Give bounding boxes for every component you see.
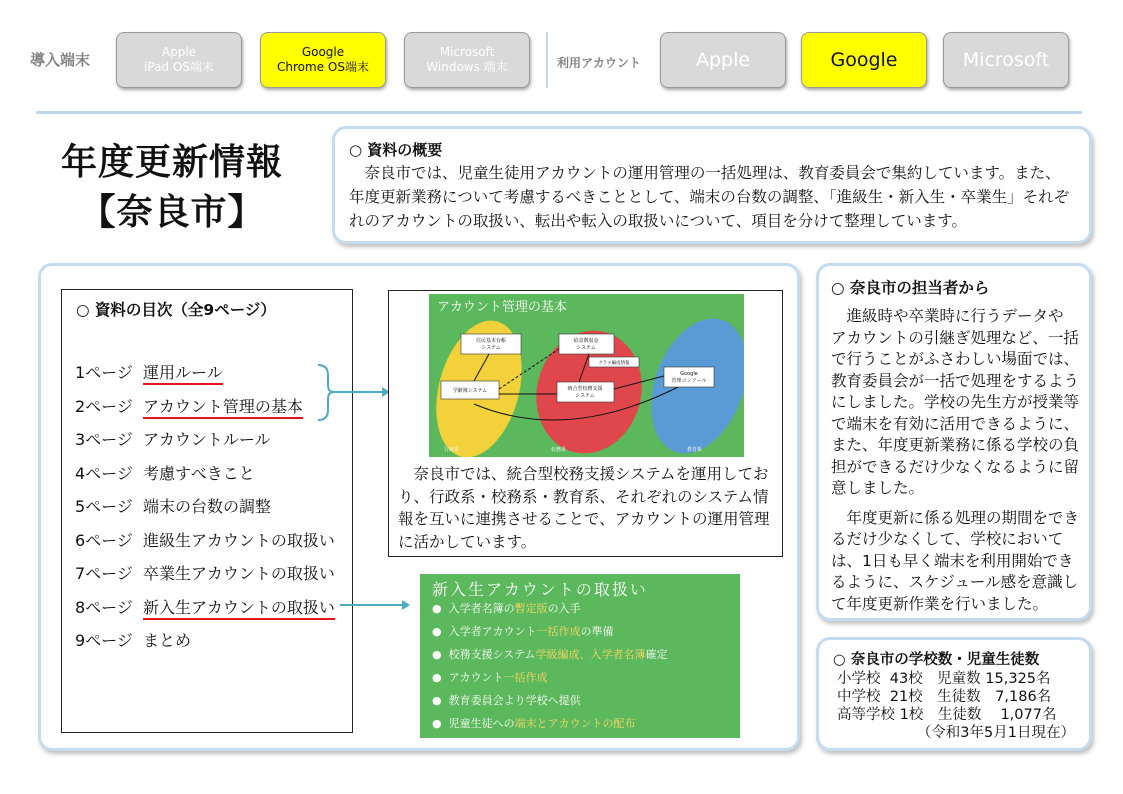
toc-title: アカウントルール — [143, 430, 271, 449]
newstudent-item-3: ● 校務支援システム学級編成、入学者名簿確定 — [432, 648, 668, 661]
newstudent-item-highlight: 端末とアカウントの配布 — [514, 717, 636, 730]
node-kyushoku-l1: 給食徴収金 — [573, 338, 599, 344]
newstudent-item-pre: 入学者名簿の — [448, 602, 515, 615]
account-button-apple[interactable]: Apple — [660, 32, 786, 88]
newstudent-item-highlight: 一括作成 — [536, 625, 581, 638]
device-button-microsoft[interactable] — [404, 32, 530, 88]
device-microsoft-line2: Windows 端末 — [426, 60, 508, 74]
overview-panel — [332, 126, 1092, 244]
device-button-apple[interactable] — [116, 32, 242, 88]
arrow-to-newstudent-head — [402, 600, 410, 610]
node-juki-l2: システム — [481, 345, 501, 351]
toc-title: 考慮すべきこと — [143, 463, 255, 483]
toc-page: 9ページ — [75, 631, 133, 650]
page-title — [22, 138, 322, 238]
newstudent-box — [420, 574, 740, 738]
staff-paragraph-2: 年度更新に係る処理の期間をできるだけ少なくして、学校においては、1日も早く端末を利用開始できるように、スケジュール感を意識して年度更新作業を行いました。 — [831, 508, 1080, 613]
device-apple-line2: iPad OS端末 — [144, 60, 214, 74]
page-title-line1: 年度更新情報 — [60, 142, 283, 183]
stats-heading: ○ 奈良市の学校数・児童生徒数 — [833, 652, 1040, 668]
staff-paragraph-1: 進級時や卒業時に行うデータやアカウントの引継ぎ処理など、一括で行うことがふさわしい場面では、教育委員会が一括で処理をするようにしました。学校の先生方が授業等で端末を有効に活用できるように、また、年度更新業務に係る学校の負担ができるだけ少なくなるように留意しました。 — [831, 307, 1080, 497]
newstudent-item-pre: 児童生徒への — [448, 717, 515, 730]
newstudent-item-pre: 校務支援システム — [448, 648, 536, 661]
diagram-box — [388, 290, 783, 557]
device-microsoft-line1: Microsoft — [439, 45, 495, 59]
newstudent-item-pre: 教育委員会より学校へ提供 — [448, 694, 581, 707]
staff-panel — [816, 263, 1092, 621]
stats-panel — [816, 637, 1092, 751]
toc-title: 端末の台数の調整 — [143, 497, 272, 516]
toc-list — [75, 363, 335, 665]
newstudent-item-2: ● 入学者アカウント一括作成の準備 — [432, 625, 614, 638]
node-juki — [461, 334, 521, 354]
bracket-shape — [318, 365, 334, 420]
node-kyushoku — [559, 334, 614, 354]
newstudent-title: 新入生アカウントの取扱い — [432, 580, 648, 599]
toc-title: まとめ — [143, 631, 192, 650]
toc-item-6[interactable] — [75, 531, 335, 565]
account-button-microsoft[interactable]: Microsoft — [943, 32, 1069, 88]
stats-row-junior: 中学校 21校 生徒数 7,186名 — [837, 689, 1052, 705]
toc-page: 1ページ — [75, 363, 133, 382]
node-gakurei-label: 学齢簿システム — [452, 388, 488, 394]
diagram-caption: 奈良市では、統合型校務支援システムを運用しており、行政系・校務系・教育系、それぞれのシステム情報を互いに連携させることで、アカウントの運用管理に活かしています。 — [398, 465, 770, 551]
node-togo — [557, 382, 614, 402]
toc-page: 8ページ — [75, 597, 133, 617]
stats-row-elementary: 小学校 43校 児童数 15,325名 — [837, 671, 1051, 687]
newstudent-item-post: 確定 — [645, 648, 668, 661]
node-class-label: クラス編成情報 — [598, 361, 630, 366]
header-divider — [546, 32, 548, 88]
toc-page: 4ページ — [75, 463, 133, 483]
device-button-google[interactable] — [260, 32, 386, 88]
diagram-title: アカウント管理の基本 — [437, 300, 567, 315]
device-label: 導入端末 — [30, 51, 91, 69]
toc-title: 進級生アカウントの取扱い — [143, 530, 335, 550]
toc-item-7[interactable] — [75, 564, 335, 598]
toc-title: アカウント管理の基本 — [143, 397, 303, 419]
toc-item-5[interactable] — [75, 497, 335, 531]
toc-page: 3ページ — [75, 430, 133, 449]
newstudent-item-5: ● 教育委員会より学校へ提供 — [432, 694, 581, 707]
node-google-l1: Google — [680, 371, 698, 377]
node-kyushoku-l2: システム — [576, 345, 596, 351]
account-label: 利用アカウント — [557, 56, 641, 70]
newstudent-item-4: ● アカウント一括作成 — [432, 671, 548, 684]
toc-page: 6ページ — [75, 530, 133, 550]
toc-item-4[interactable] — [75, 464, 335, 498]
toc-item-9[interactable] — [75, 631, 335, 665]
device-google-line2: Chrome OS端末 — [277, 60, 369, 74]
toc-page: 5ページ — [75, 497, 133, 516]
newstudent-item-highlight: 暫定版 — [514, 602, 548, 615]
newstudent-item-highlight: 学級編成、入学者名簿 — [535, 648, 646, 661]
device-apple-line1: Apple — [161, 45, 197, 59]
newstudent-item-pre: 入学者アカウント — [448, 625, 537, 638]
toc-item-2[interactable] — [75, 397, 335, 431]
staff-heading: ○ 奈良市の担当者から — [831, 279, 990, 297]
account-diagram — [429, 294, 744, 457]
overview-text: 奈良市では、児童生徒用アカウントの運用管理の一括処理は、教育委員会で集約しています。また、年度更新業務について考慮するべきこととして、端末の台数の調整、「進級生・新入生・卒業生」それぞれのアカウントの取扱い、転出や転入の取扱いについて、項目を分けて整理しています。 — [349, 164, 1070, 230]
stats-row-high: 高等学校 1校 生徒数 1,077名 — [837, 707, 1057, 723]
toc-title: 運用ルール — [143, 363, 223, 385]
toc-item-8[interactable] — [75, 598, 335, 632]
node-google-l2: 管理コンソール — [671, 378, 707, 384]
node-google — [664, 367, 714, 387]
overview-heading: ○ 資料の概要 — [349, 141, 443, 159]
node-juki-l1: 住民基本台帳 — [475, 338, 507, 344]
page-title-line2: 【奈良市】 — [79, 192, 265, 233]
zone-admin-label: 行政系 — [444, 447, 460, 453]
stats-note: （令和3年5月1日現在） — [916, 725, 1075, 741]
toc-item-1[interactable] — [75, 363, 335, 397]
toc-title: 新入生アカウントの取扱い — [143, 598, 335, 620]
toc-heading: ○ 資料の目次（全9ページ） — [76, 301, 276, 319]
account-button-google[interactable]: Google — [801, 32, 927, 88]
newstudent-item-1: ● 入学者名簿の暫定版の入手 — [432, 602, 581, 615]
newstudent-item-pre: アカウント — [448, 671, 504, 684]
newstudent-item-6: ● 児童生徒への端末とアカウントの配布 — [432, 717, 636, 730]
node-togo-l2: システム — [575, 393, 595, 399]
zone-edu-label: 教育系 — [687, 447, 703, 453]
zone-school-label: 校務系 — [551, 447, 567, 453]
newstudent-list — [432, 602, 668, 740]
device-google-line1: Google — [301, 45, 345, 59]
node-togo-l1: 統合型校務支援 — [567, 386, 603, 392]
newstudent-item-highlight: 一括作成 — [503, 671, 548, 684]
newstudent-item-post: の入手 — [547, 602, 581, 615]
newstudent-item-post: の準備 — [580, 625, 614, 638]
toc-page: 7ページ — [75, 564, 133, 583]
header-rule — [36, 111, 1082, 114]
toc-page: 2ページ — [75, 396, 133, 416]
toc-item-3[interactable] — [75, 430, 335, 464]
toc-title: 卒業生アカウントの取扱い — [143, 564, 335, 583]
